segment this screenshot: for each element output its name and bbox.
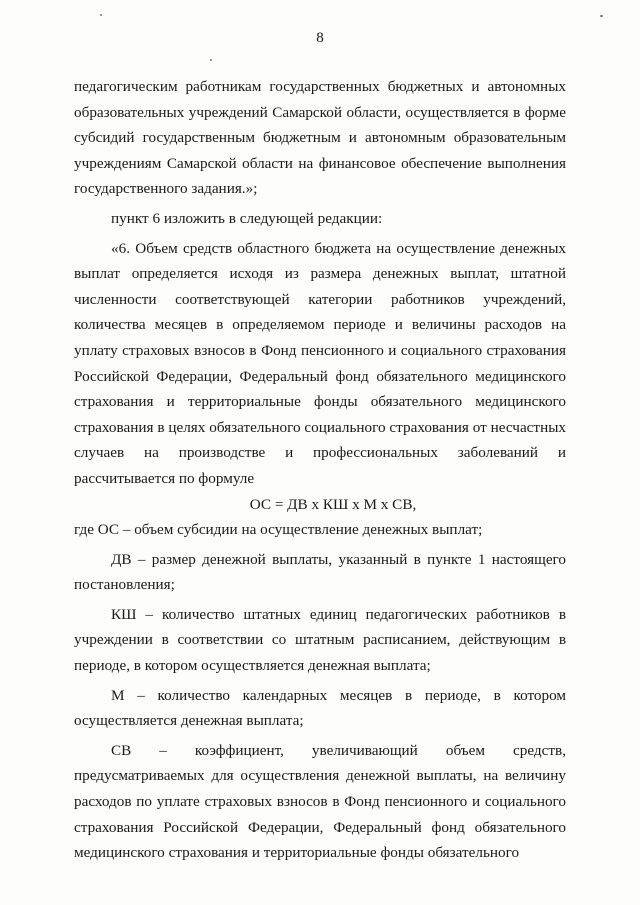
definition-m: М – количество календарных месяцев в периоде, в котором осуществляется денежная выплата; bbox=[74, 686, 566, 730]
formula: ОС = ДВ х КШ х М х СВ, bbox=[249, 495, 417, 513]
definition-dv: ДВ – размер денежной выплаты, указанный в пункте 1 настоящего постановления; bbox=[74, 550, 566, 594]
definition-ksh: КШ – количество штатных единиц педагогических работников в учреждении в соответствии со штатным расписанием, действующим в периоде, в котором осуществляется денежная выплата; bbox=[74, 605, 566, 675]
paragraph-instruction: пункт 6 изложить в следующей редакции: bbox=[111, 209, 383, 227]
scan-speck bbox=[100, 14, 102, 16]
definition-os: где ОС – объем субсидии на осуществление денежных выплат; bbox=[74, 521, 483, 539]
definition-sv: СВ – коэффициент, увеличивающий объем средств, предусматриваемых для осуществления денежной выплаты, на величину расходов по уплате страховых взносов в Фонд пенсионного и социального страхования Российской Федерации, Федеральный фонд обязательного медицинского страхования и территориальные фонды обязательного bbox=[74, 741, 566, 862]
document-body bbox=[74, 74, 566, 866]
scan-speck bbox=[210, 59, 212, 61]
paragraph-intro: педагогическим работникам государственных бюджетных и автономных образовательных учреждений Самарской области, осуществляется в форме субсидий государственным бюджетным и автономным образовательным учреждениям Самарской области на финансовое обеспечение выполнения государственного задания.»; bbox=[74, 78, 566, 198]
scan-speck bbox=[600, 15, 603, 17]
paragraph-item-6: «6. Объем средств областного бюджета на осуществление денежных выплат определяется исходя из размера денежных выплат, штатной численности соответствующей категории работников учреждений, количества месяцев в определяемом периоде и величины расходов на уплату страховых взносов в Фонд пенсионного и социального страхования Российской Федерации, Федеральный фонд обязательного медицинского страхования и территориальные фонды обязательного медицинского страхования в целях обязательного социального страхования от несчастных случаев на производстве и профессиональных заболеваний и рассчитывается по формуле bbox=[74, 239, 566, 487]
page-number: 8 bbox=[316, 30, 324, 46]
